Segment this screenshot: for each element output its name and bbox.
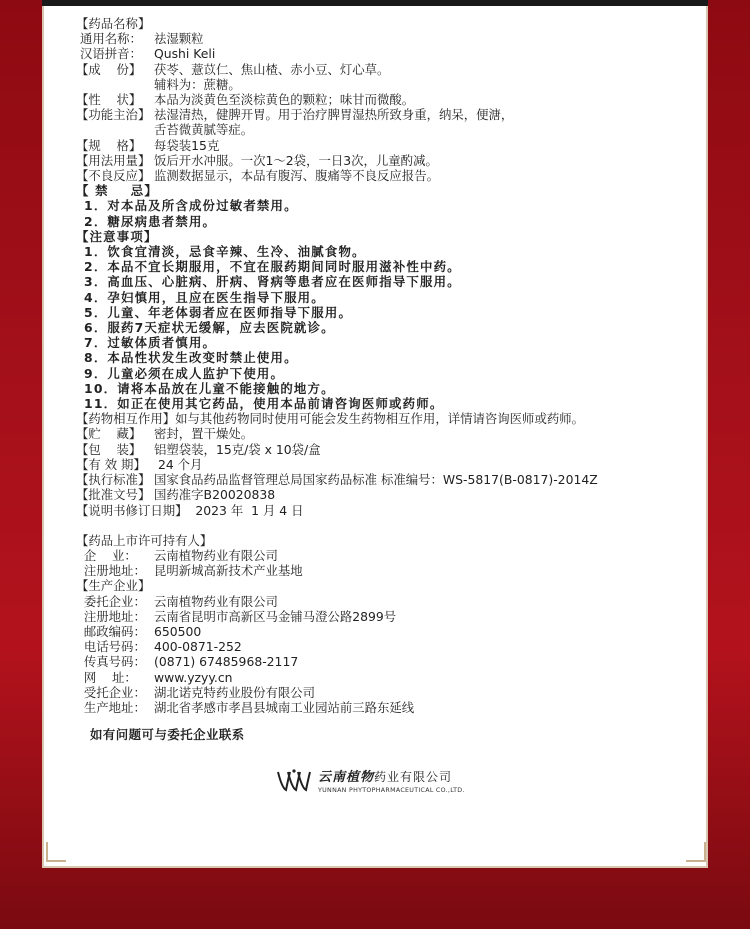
postcode-row: 邮政编码： 650500	[76, 623, 202, 639]
precaution-item: 9．儿童必须在成人监护下使用。	[84, 365, 285, 381]
mah-company-row: 企 业： 云南植物药业有限公司	[76, 547, 278, 563]
frame-corner-bottom-right	[686, 842, 706, 862]
mah-heading: 【药品上市许可持有人】	[76, 532, 213, 548]
validity-row: 【有 效 期】 24 个月	[76, 456, 203, 472]
pinyin-row: 汉语拼音： Qushi Keli	[76, 46, 216, 62]
ingredients-row: 【成 份】 茯苓、薏苡仁、焦山楂、赤小豆、灯心草。	[76, 61, 390, 77]
standard-row: 【执行标准】 国家食品药品监督管理总局国家药品标准 标准编号：WS-5817(B-0817)-2014Z	[76, 472, 598, 488]
precaution-item: 11．如正在使用其它药品，使用本品前请咨询医师或药师。	[84, 396, 444, 412]
registered-address-row: 注册地址： 云南省昆明市高新区马金铺马澄公路2899号	[76, 608, 397, 624]
logo-english-name: YUNNAN PHYTOPHARMACEUTICAL CO.,LTD.	[318, 787, 465, 794]
production-address-row: 生产地址： 湖北省孝感市孝昌县城南工业园站前三路东延线	[76, 699, 415, 715]
precaution-item: 8．本品性状发生改变时禁止使用。	[84, 350, 298, 366]
contractor-row: 受托企业： 湖北诺克特药业股份有限公司	[76, 684, 316, 700]
precaution-item: 10．请将本品放在儿童不能接触的地方。	[84, 380, 335, 396]
website-row: 网 址： www.yzyy.cn	[76, 669, 233, 685]
indication-row-cont: 舌苔微黄腻等症。	[154, 122, 254, 138]
precautions-heading: 【注意事项】	[76, 228, 158, 244]
mah-address-row: 注册地址： 昆明新城高新技术产业基地	[76, 563, 303, 579]
precaution-item: 4．孕妇慎用，且应在医生指导下服用。	[84, 289, 325, 305]
frame-corner-bottom-left	[46, 842, 66, 862]
precaution-item: 7．过敏体质者慎用。	[84, 335, 217, 351]
precaution-item: 6．服药7天症状无缓解，应去医院就诊。	[84, 320, 335, 336]
leaflet-content	[76, 16, 676, 742]
generic-name-row: 通用名称： 祛湿颗粒	[76, 31, 204, 47]
logo-brand-name: 云南植物	[318, 770, 375, 785]
adverse-row: 【不良反应】 监测数据显示，本品有腹泻、腹痛等不良反应报告。	[76, 168, 439, 184]
phone-row: 电话号码： 400-0871-252	[76, 639, 242, 655]
indication-row: 【功能主治】 祛湿清热，健脾开胃。用于治疗脾胃湿热所致身重，纳呆，便溏，	[76, 107, 514, 123]
contact-note: 如有问题可与委托企业联系	[90, 727, 245, 743]
usage-row: 【用法用量】 饭后开水冲服。一次1～2袋，一日3次，儿童酌减。	[76, 152, 438, 168]
revision-date-row: 【说明书修订日期】 2023 年 1 月 4 日	[76, 502, 304, 518]
manufacturer-heading: 【生产企业】	[76, 578, 151, 594]
company-logo	[276, 766, 465, 794]
excipients-row: 辅料为：蔗糖。	[154, 76, 241, 92]
section-gap	[76, 518, 676, 533]
card-bottom-edge	[42, 862, 708, 868]
company-logo-icon	[276, 768, 312, 792]
card-top-bar	[42, 0, 708, 6]
consignor-row: 委托企业： 云南植物药业有限公司	[76, 593, 278, 609]
interaction-row: 【药物相互作用】 如与其他药物同时使用可能会发生药物相互作用，详情请咨询医师或药师。	[76, 411, 585, 427]
package-row: 【包 装】 铝塑袋装，15克/袋 x 10袋/盒	[76, 441, 321, 457]
precaution-item: 3．高血压、心脏病、肝病、肾病等患者应在医师指导下服用。	[84, 274, 461, 290]
contraindication-item: 1．对本品及所含成份过敏者禁用。	[84, 198, 298, 214]
drug-name-heading: 【药品名称】	[76, 16, 151, 31]
precaution-item: 5．儿童、年老体弱者应在医师指导下服用。	[84, 304, 353, 320]
storage-row: 【贮 藏】 密封，置干燥处。	[76, 426, 254, 442]
precaution-item: 2．本品不宜长期服用，不宜在服药期间同时服用滋补性中药。	[84, 259, 461, 275]
character-row: 【性 状】 本品为淡黄色至淡棕黄色的颗粒；味甘而微酸。	[76, 92, 415, 108]
precaution-item: 1．饮食宜清淡，忌食辛辣、生冷、油腻食物。	[84, 244, 366, 260]
logo-company-suffix: 药业有限公司	[374, 770, 453, 784]
contraindication-item: 2．糖尿病患者禁用。	[84, 213, 217, 229]
contraindication-heading: 【 禁 忌】	[76, 183, 158, 199]
approval-row: 【批准文号】 国药准字B20020838	[76, 487, 276, 503]
fax-row: 传真号码： (0871) 67485968-2117	[76, 654, 299, 670]
spec-row: 【规 格】 每袋装15克	[76, 137, 220, 153]
